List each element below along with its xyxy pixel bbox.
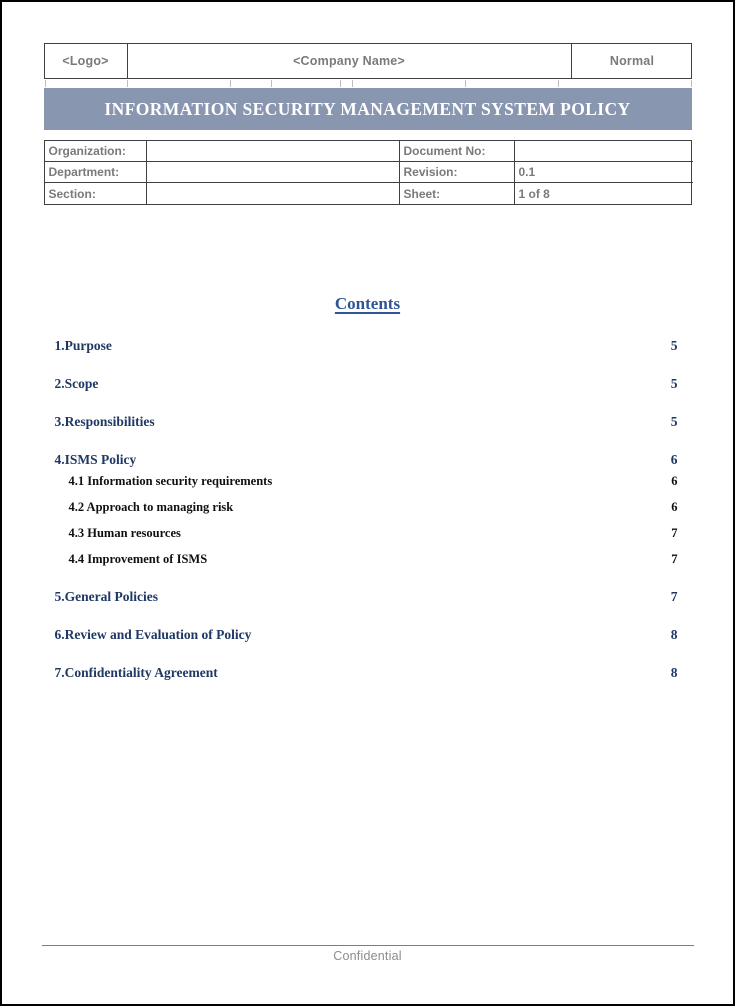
section-label: Section:	[45, 183, 147, 204]
toc-entry-label[interactable]: 2.Scope	[54, 376, 99, 391]
revision-value: 0.1	[515, 162, 693, 183]
gridline-tick	[45, 80, 46, 87]
document-no-label: Document No:	[400, 141, 515, 162]
organization-value-field[interactable]	[147, 141, 400, 162]
contents-heading: Contents	[334, 294, 401, 313]
toc-entry-responsibilities[interactable]	[55, 414, 678, 430]
gridline-tick	[352, 80, 353, 87]
gridline-tick	[558, 80, 559, 87]
toc-entry-page: 8	[670, 627, 678, 642]
gridline-tick	[127, 80, 128, 87]
gridline-tick	[691, 80, 692, 87]
toc-entry-information-security-requirements[interactable]	[55, 474, 678, 489]
toc-entry-review-and-evaluation[interactable]	[55, 627, 678, 643]
revision-label: Revision:	[400, 162, 515, 183]
gridline-tick	[271, 80, 272, 87]
toc-entry-label[interactable]: 3.Responsibilities	[54, 414, 155, 429]
document-content	[44, 43, 692, 681]
toc-entry-isms-policy[interactable]	[55, 452, 678, 468]
toc-entry-page: 5	[670, 338, 678, 353]
sheet-label: Sheet:	[400, 183, 515, 204]
toc-entry-label[interactable]: 4.3 Human resources	[68, 526, 181, 540]
header-table	[44, 43, 692, 79]
footer-confidential-text: Confidential	[333, 949, 402, 963]
toc-entry-human-resources[interactable]	[55, 526, 678, 541]
toc-entry-approach-to-managing-risk[interactable]	[55, 500, 678, 515]
toc-entry-page: 8	[670, 665, 678, 680]
toc-entry-label[interactable]: 6.Review and Evaluation of Policy	[54, 627, 252, 642]
toc-entry-scope[interactable]	[55, 376, 678, 392]
header-cell-classification: Normal	[609, 54, 655, 68]
toc-entry-label[interactable]: 4.1 Information security requirements	[68, 474, 273, 488]
department-label: Department:	[45, 162, 147, 183]
toc-entry-label[interactable]: 4.2 Approach to managing risk	[68, 500, 234, 514]
document-title: INFORMATION SECURITY MANAGEMENT SYSTEM POLICY	[104, 98, 631, 119]
organization-label: Organization:	[45, 141, 147, 162]
toc-entry-label[interactable]: 7.Confidentiality Agreement	[54, 665, 218, 680]
footer-divider	[42, 945, 694, 946]
table-gridline-ticks	[44, 79, 692, 88]
toc-entry-page: 6	[670, 452, 678, 467]
gridline-tick	[230, 80, 231, 87]
toc-entry-page: 6	[671, 474, 678, 488]
toc-entry-label[interactable]: 4.ISMS Policy	[54, 452, 137, 467]
header-cell-logo[interactable]: <Logo>	[45, 44, 128, 78]
sheet-value: 1 of 8	[518, 186, 550, 201]
toc-entry-page: 6	[671, 500, 678, 514]
toc-entry-label[interactable]: 1.Purpose	[54, 338, 112, 353]
gridline-tick	[465, 80, 466, 87]
page-footer	[2, 945, 733, 963]
toc-entry-page: 7	[671, 552, 678, 566]
toc-entry-page: 7	[670, 589, 678, 604]
toc-entry-label[interactable]: 5.General Policies	[54, 589, 158, 604]
section-value-field[interactable]	[147, 183, 400, 204]
toc-entry-general-policies[interactable]	[55, 589, 678, 605]
header-cell-company-name[interactable]: <Company Name>	[128, 44, 572, 78]
toc-entry-confidentiality-agreement[interactable]	[55, 665, 678, 681]
title-banner	[44, 88, 692, 130]
document-no-value-field[interactable]	[515, 141, 693, 162]
toc-entry-improvement-of-isms[interactable]	[55, 552, 678, 567]
gridline-tick	[340, 80, 341, 87]
department-value-field[interactable]	[147, 162, 400, 183]
toc-entry-page: 5	[670, 414, 678, 429]
metadata-table	[44, 140, 692, 205]
toc-entry-purpose[interactable]	[55, 338, 678, 354]
toc-entry-page: 7	[671, 526, 678, 540]
toc-entry-page: 5	[670, 376, 678, 391]
toc-entry-label[interactable]: 4.4 Improvement of ISMS	[68, 552, 208, 566]
table-of-contents	[44, 338, 692, 681]
